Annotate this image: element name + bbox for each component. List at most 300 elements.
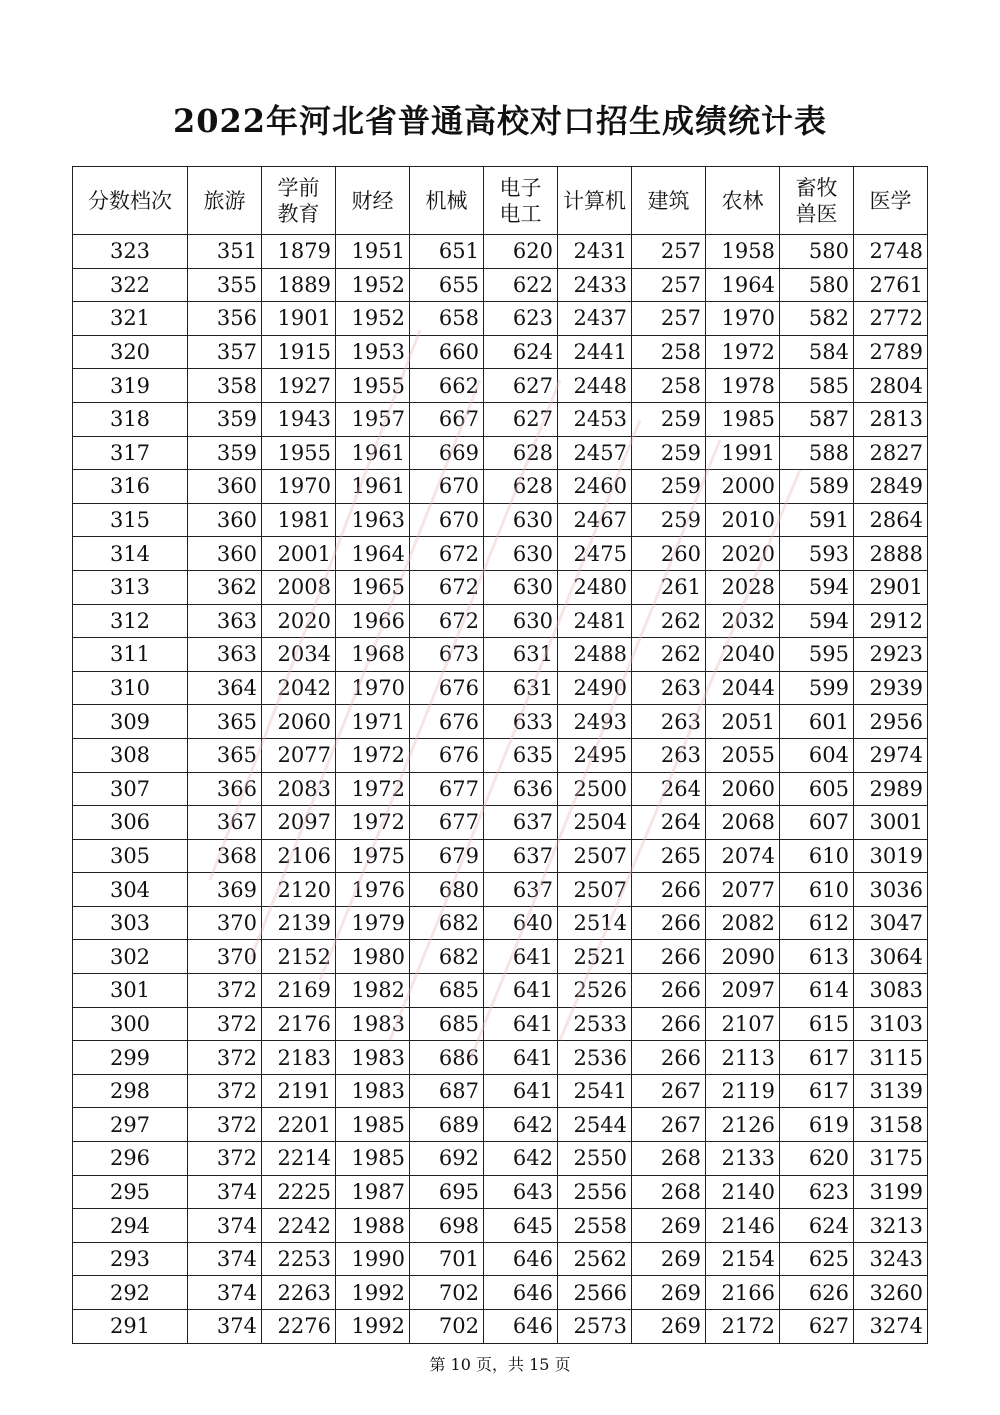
count-cell: 266	[632, 1041, 706, 1075]
count-cell: 1980	[336, 940, 410, 974]
count-cell: 260	[632, 537, 706, 571]
count-cell: 1964	[336, 537, 410, 571]
count-cell: 1964	[706, 268, 780, 302]
count-cell: 627	[780, 1310, 854, 1344]
count-cell: 367	[188, 806, 262, 840]
count-cell: 2133	[706, 1142, 780, 1176]
score-cell: 295	[73, 1175, 188, 1209]
count-cell: 2481	[558, 604, 632, 638]
count-cell: 3083	[854, 974, 928, 1008]
count-cell: 2541	[558, 1074, 632, 1108]
count-cell: 3199	[854, 1175, 928, 1209]
table-row	[73, 1209, 928, 1243]
table-row	[73, 302, 928, 336]
count-cell: 3139	[854, 1074, 928, 1108]
count-cell: 2253	[262, 1242, 336, 1276]
count-cell: 2034	[262, 638, 336, 672]
count-cell: 2956	[854, 705, 928, 739]
count-cell: 257	[632, 302, 706, 336]
count-cell: 605	[780, 772, 854, 806]
count-cell: 2263	[262, 1276, 336, 1310]
count-cell: 2460	[558, 470, 632, 504]
score-cell: 308	[73, 738, 188, 772]
count-cell: 266	[632, 906, 706, 940]
count-cell: 2060	[706, 772, 780, 806]
count-cell: 2457	[558, 436, 632, 470]
count-cell: 619	[780, 1108, 854, 1142]
count-cell: 3158	[854, 1108, 928, 1142]
count-cell: 585	[780, 369, 854, 403]
count-cell: 642	[484, 1142, 558, 1176]
count-cell: 266	[632, 974, 706, 1008]
count-cell: 580	[780, 235, 854, 269]
count-cell: 2514	[558, 906, 632, 940]
count-cell: 670	[410, 503, 484, 537]
count-cell: 369	[188, 873, 262, 907]
count-cell: 630	[484, 537, 558, 571]
count-cell: 1987	[336, 1175, 410, 1209]
table-body	[73, 235, 928, 1344]
count-cell: 3001	[854, 806, 928, 840]
count-cell: 620	[484, 235, 558, 269]
count-cell: 2090	[706, 940, 780, 974]
count-cell: 1970	[262, 470, 336, 504]
count-cell: 627	[484, 402, 558, 436]
count-cell: 3036	[854, 873, 928, 907]
count-cell: 1958	[706, 235, 780, 269]
count-cell: 268	[632, 1175, 706, 1209]
count-cell: 1970	[706, 302, 780, 336]
count-cell: 1990	[336, 1242, 410, 1276]
count-cell: 3064	[854, 940, 928, 974]
count-cell: 374	[188, 1209, 262, 1243]
table-row	[73, 604, 928, 638]
count-cell: 676	[410, 671, 484, 705]
count-cell: 374	[188, 1310, 262, 1344]
table-row	[73, 772, 928, 806]
count-cell: 1992	[336, 1276, 410, 1310]
count-cell: 1979	[336, 906, 410, 940]
count-cell: 672	[410, 570, 484, 604]
score-cell: 304	[73, 873, 188, 907]
count-cell: 614	[780, 974, 854, 1008]
count-cell: 679	[410, 839, 484, 873]
count-cell: 689	[410, 1108, 484, 1142]
count-cell: 2060	[262, 705, 336, 739]
count-cell: 1992	[336, 1310, 410, 1344]
count-cell: 685	[410, 974, 484, 1008]
count-cell: 351	[188, 235, 262, 269]
count-cell: 365	[188, 705, 262, 739]
count-cell: 695	[410, 1175, 484, 1209]
count-cell: 702	[410, 1276, 484, 1310]
count-cell: 269	[632, 1209, 706, 1243]
count-cell: 677	[410, 806, 484, 840]
count-cell: 258	[632, 335, 706, 369]
count-cell: 269	[632, 1242, 706, 1276]
count-cell: 372	[188, 1108, 262, 1142]
count-cell: 2201	[262, 1108, 336, 1142]
count-cell: 372	[188, 1142, 262, 1176]
count-cell: 359	[188, 436, 262, 470]
count-cell: 692	[410, 1142, 484, 1176]
table-header-row	[73, 167, 928, 235]
column-header: 旅游	[188, 167, 262, 235]
table-row	[73, 705, 928, 739]
count-cell: 259	[632, 402, 706, 436]
count-cell: 658	[410, 302, 484, 336]
count-cell: 2804	[854, 369, 928, 403]
count-cell: 3175	[854, 1142, 928, 1176]
count-cell: 1889	[262, 268, 336, 302]
count-cell: 2176	[262, 1007, 336, 1041]
count-cell: 2119	[706, 1074, 780, 1108]
count-cell: 615	[780, 1007, 854, 1041]
table-row	[73, 738, 928, 772]
count-cell: 2097	[706, 974, 780, 1008]
count-cell: 1963	[336, 503, 410, 537]
count-cell: 2772	[854, 302, 928, 336]
score-cell: 300	[73, 1007, 188, 1041]
count-cell: 2912	[854, 604, 928, 638]
count-cell: 622	[484, 268, 558, 302]
count-cell: 2467	[558, 503, 632, 537]
score-cell: 316	[73, 470, 188, 504]
table-row	[73, 873, 928, 907]
table-row	[73, 1074, 928, 1108]
count-cell: 264	[632, 772, 706, 806]
table-row	[73, 235, 928, 269]
count-cell: 660	[410, 335, 484, 369]
count-cell: 1972	[706, 335, 780, 369]
score-cell: 303	[73, 906, 188, 940]
count-cell: 2556	[558, 1175, 632, 1209]
count-cell: 370	[188, 906, 262, 940]
count-cell: 676	[410, 738, 484, 772]
count-cell: 1955	[336, 369, 410, 403]
count-cell: 2500	[558, 772, 632, 806]
count-cell: 1971	[336, 705, 410, 739]
score-cell: 297	[73, 1108, 188, 1142]
table-row	[73, 470, 928, 504]
count-cell: 3213	[854, 1209, 928, 1243]
count-cell: 2010	[706, 503, 780, 537]
column-header: 计算机	[558, 167, 632, 235]
count-cell: 2475	[558, 537, 632, 571]
count-cell: 646	[484, 1276, 558, 1310]
count-cell: 1953	[336, 335, 410, 369]
count-cell: 2923	[854, 638, 928, 672]
table-row	[73, 1242, 928, 1276]
count-cell: 646	[484, 1310, 558, 1344]
count-cell: 637	[484, 873, 558, 907]
count-cell: 630	[484, 604, 558, 638]
count-cell: 623	[780, 1175, 854, 1209]
count-cell: 2068	[706, 806, 780, 840]
count-cell: 269	[632, 1276, 706, 1310]
count-cell: 672	[410, 537, 484, 571]
count-cell: 1965	[336, 570, 410, 604]
count-cell: 2077	[262, 738, 336, 772]
count-cell: 1975	[336, 839, 410, 873]
count-cell: 2242	[262, 1209, 336, 1243]
table-row	[73, 402, 928, 436]
count-cell: 360	[188, 503, 262, 537]
count-cell: 2120	[262, 873, 336, 907]
count-cell: 641	[484, 1074, 558, 1108]
count-cell: 2106	[262, 839, 336, 873]
score-cell: 323	[73, 235, 188, 269]
count-cell: 617	[780, 1074, 854, 1108]
count-cell: 2566	[558, 1276, 632, 1310]
count-cell: 372	[188, 1041, 262, 1075]
count-cell: 640	[484, 906, 558, 940]
score-cell: 291	[73, 1310, 188, 1344]
count-cell: 1952	[336, 302, 410, 336]
count-cell: 2042	[262, 671, 336, 705]
count-cell: 670	[410, 470, 484, 504]
table-row	[73, 806, 928, 840]
count-cell: 263	[632, 738, 706, 772]
count-cell: 604	[780, 738, 854, 772]
table-row	[73, 1108, 928, 1142]
count-cell: 2139	[262, 906, 336, 940]
count-cell: 594	[780, 604, 854, 638]
count-cell: 266	[632, 1007, 706, 1041]
count-cell: 364	[188, 671, 262, 705]
page-footer: 第 10 页，共 15 页	[429, 1355, 571, 1374]
count-cell: 1985	[706, 402, 780, 436]
count-cell: 370	[188, 940, 262, 974]
count-cell: 2888	[854, 537, 928, 571]
count-cell: 680	[410, 873, 484, 907]
count-cell: 594	[780, 570, 854, 604]
count-cell: 3243	[854, 1242, 928, 1276]
count-cell: 3274	[854, 1310, 928, 1344]
count-cell: 1983	[336, 1041, 410, 1075]
count-cell: 1970	[336, 671, 410, 705]
count-cell: 2849	[854, 470, 928, 504]
count-cell: 2827	[854, 436, 928, 470]
count-cell: 2536	[558, 1041, 632, 1075]
count-cell: 587	[780, 402, 854, 436]
count-cell: 3019	[854, 839, 928, 873]
count-cell: 360	[188, 537, 262, 571]
count-cell: 2077	[706, 873, 780, 907]
count-cell: 374	[188, 1175, 262, 1209]
count-cell: 1983	[336, 1007, 410, 1041]
count-cell: 359	[188, 402, 262, 436]
count-cell: 2146	[706, 1209, 780, 1243]
score-cell: 293	[73, 1242, 188, 1276]
count-cell: 358	[188, 369, 262, 403]
count-cell: 624	[484, 335, 558, 369]
score-cell: 299	[73, 1041, 188, 1075]
count-cell: 355	[188, 268, 262, 302]
score-cell: 301	[73, 974, 188, 1008]
count-cell: 2761	[854, 268, 928, 302]
table-row	[73, 570, 928, 604]
score-cell: 311	[73, 638, 188, 672]
count-cell: 610	[780, 873, 854, 907]
count-cell: 1991	[706, 436, 780, 470]
count-cell: 1982	[336, 974, 410, 1008]
count-cell: 2573	[558, 1310, 632, 1344]
score-cell: 307	[73, 772, 188, 806]
count-cell: 2974	[854, 738, 928, 772]
count-cell: 266	[632, 940, 706, 974]
count-cell: 366	[188, 772, 262, 806]
count-cell: 641	[484, 1007, 558, 1041]
count-cell: 259	[632, 470, 706, 504]
count-cell: 2437	[558, 302, 632, 336]
count-cell: 2001	[262, 537, 336, 571]
count-cell: 2020	[706, 537, 780, 571]
count-cell: 365	[188, 738, 262, 772]
count-cell: 593	[780, 537, 854, 571]
count-cell: 1955	[262, 436, 336, 470]
count-cell: 2562	[558, 1242, 632, 1276]
score-cell: 306	[73, 806, 188, 840]
table-row	[73, 436, 928, 470]
count-cell: 698	[410, 1209, 484, 1243]
count-cell: 613	[780, 940, 854, 974]
count-cell: 672	[410, 604, 484, 638]
count-cell: 2000	[706, 470, 780, 504]
count-cell: 269	[632, 1310, 706, 1344]
count-cell: 3115	[854, 1041, 928, 1075]
count-cell: 1915	[262, 335, 336, 369]
count-cell: 667	[410, 402, 484, 436]
count-cell: 372	[188, 974, 262, 1008]
count-cell: 2126	[706, 1108, 780, 1142]
table-row	[73, 1142, 928, 1176]
score-cell: 321	[73, 302, 188, 336]
count-cell: 617	[780, 1041, 854, 1075]
count-cell: 1972	[336, 772, 410, 806]
count-cell: 624	[780, 1209, 854, 1243]
count-cell: 357	[188, 335, 262, 369]
count-cell: 2813	[854, 402, 928, 436]
count-cell: 607	[780, 806, 854, 840]
count-cell: 2083	[262, 772, 336, 806]
count-cell: 2507	[558, 873, 632, 907]
table-row	[73, 335, 928, 369]
count-cell: 2166	[706, 1276, 780, 1310]
count-cell: 1985	[336, 1108, 410, 1142]
count-cell: 1943	[262, 402, 336, 436]
count-cell: 2533	[558, 1007, 632, 1041]
count-cell: 676	[410, 705, 484, 739]
count-cell: 2493	[558, 705, 632, 739]
count-cell: 2191	[262, 1074, 336, 1108]
count-cell: 2864	[854, 503, 928, 537]
count-cell: 1951	[336, 235, 410, 269]
count-cell: 2032	[706, 604, 780, 638]
count-cell: 3103	[854, 1007, 928, 1041]
score-cell: 294	[73, 1209, 188, 1243]
count-cell: 2504	[558, 806, 632, 840]
count-cell: 374	[188, 1242, 262, 1276]
count-cell: 687	[410, 1074, 484, 1108]
table-row	[73, 369, 928, 403]
count-cell: 623	[484, 302, 558, 336]
count-cell: 2901	[854, 570, 928, 604]
count-cell: 1961	[336, 436, 410, 470]
count-cell: 669	[410, 436, 484, 470]
score-cell: 312	[73, 604, 188, 638]
count-cell: 637	[484, 839, 558, 873]
count-cell: 363	[188, 604, 262, 638]
column-header: 学前教育	[262, 167, 336, 235]
count-cell: 265	[632, 839, 706, 873]
count-cell: 2748	[854, 235, 928, 269]
count-cell: 2544	[558, 1108, 632, 1142]
score-cell: 292	[73, 1276, 188, 1310]
count-cell: 2521	[558, 940, 632, 974]
count-cell: 2044	[706, 671, 780, 705]
count-cell: 2558	[558, 1209, 632, 1243]
count-cell: 259	[632, 503, 706, 537]
count-cell: 374	[188, 1276, 262, 1310]
column-header: 机械	[410, 167, 484, 235]
count-cell: 372	[188, 1007, 262, 1041]
count-cell: 1966	[336, 604, 410, 638]
count-cell: 2480	[558, 570, 632, 604]
table-row	[73, 940, 928, 974]
count-cell: 641	[484, 974, 558, 1008]
count-cell: 2169	[262, 974, 336, 1008]
table-row	[73, 1276, 928, 1310]
count-cell: 356	[188, 302, 262, 336]
count-cell: 2550	[558, 1142, 632, 1176]
count-cell: 601	[780, 705, 854, 739]
score-cell: 309	[73, 705, 188, 739]
table-row	[73, 1175, 928, 1209]
count-cell: 2055	[706, 738, 780, 772]
count-cell: 3260	[854, 1276, 928, 1310]
count-cell: 1976	[336, 873, 410, 907]
count-cell: 642	[484, 1108, 558, 1142]
score-cell: 319	[73, 369, 188, 403]
count-cell: 360	[188, 470, 262, 504]
score-cell: 314	[73, 537, 188, 571]
table-row	[73, 974, 928, 1008]
count-cell: 631	[484, 671, 558, 705]
count-cell: 3047	[854, 906, 928, 940]
count-cell: 257	[632, 268, 706, 302]
score-cell: 313	[73, 570, 188, 604]
count-cell: 2152	[262, 940, 336, 974]
count-cell: 2789	[854, 335, 928, 369]
count-cell: 1957	[336, 402, 410, 436]
count-cell: 633	[484, 705, 558, 739]
count-cell: 1978	[706, 369, 780, 403]
column-header: 农林	[706, 167, 780, 235]
count-cell: 1927	[262, 369, 336, 403]
table-row	[73, 1310, 928, 1344]
count-cell: 591	[780, 503, 854, 537]
count-cell: 372	[188, 1074, 262, 1108]
count-cell: 2040	[706, 638, 780, 672]
count-cell: 2172	[706, 1310, 780, 1344]
column-header: 医学	[854, 167, 928, 235]
count-cell: 266	[632, 873, 706, 907]
count-cell: 1968	[336, 638, 410, 672]
count-cell: 1985	[336, 1142, 410, 1176]
table-row	[73, 1007, 928, 1041]
count-cell: 599	[780, 671, 854, 705]
